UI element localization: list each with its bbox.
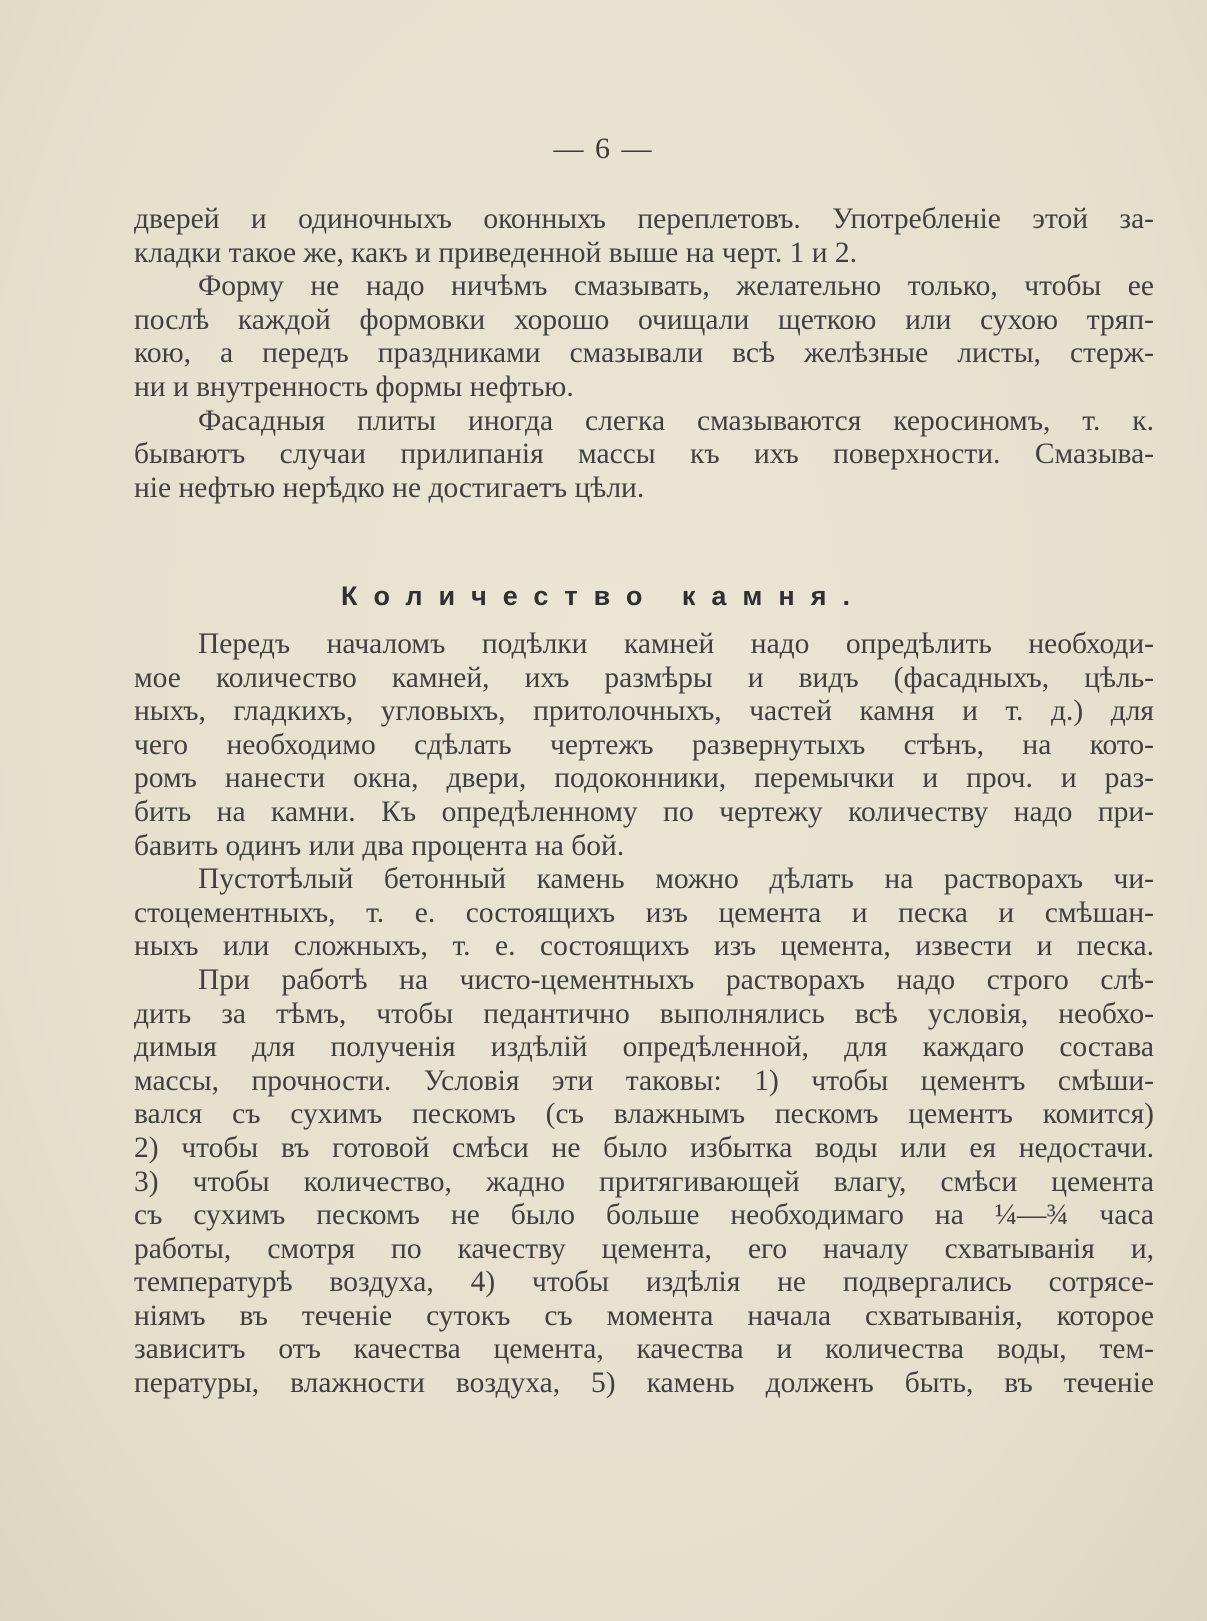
paragraph xyxy=(134,203,1154,270)
text-line: 3) чтобы количество, жадно притягивающей влагу, смѣси цемента xyxy=(134,1165,1154,1198)
text-line: дверей и одиночныхъ оконныхъ переплетовъ. Употребленіе этой за- xyxy=(134,203,1154,235)
text-line: ни и внутренность формы нефтью. xyxy=(134,370,574,403)
text-line: ніямъ въ теченіе сутокъ съ момента начала схватыванія, которое xyxy=(134,1299,1154,1332)
text-line: вался съ сухимъ пескомъ (съ влажнымъ пескомъ цементъ комится) xyxy=(134,1098,1154,1131)
top-text-block xyxy=(134,203,1154,505)
text-line: ныхъ или сложныхъ, т. е. состоящихъ изъ цемента, извести и песка. xyxy=(134,930,1154,963)
text-line: ныхъ, гладкихъ, угловыхъ, притолочныхъ, частей камня и т. д.) для xyxy=(134,695,1154,728)
text-line: димыя для полученія издѣлій опредѣленной, для каждаго состава xyxy=(134,1031,1154,1064)
text-line: бавить одинъ или два процента на бой. xyxy=(134,829,625,862)
text-line: кою, а передъ праздниками смазывали всѣ желѣзные листы, стерж- xyxy=(134,337,1154,370)
text-line: работы, смотря по качеству цемента, его началу схватыванія и, xyxy=(134,1232,1154,1265)
paragraph xyxy=(134,628,1154,863)
page-number: — 6 — xyxy=(553,132,654,165)
text-line: мое количество камней, ихъ размѣры и видъ (фасадныхъ, цѣль- xyxy=(134,661,1154,694)
text-line: 2) чтобы въ готовой смѣси не было избытка воды или ея недостачи. xyxy=(134,1131,1154,1164)
bottom-text-block xyxy=(134,628,1154,1401)
paragraph xyxy=(134,405,1154,506)
text-line: Форму не надо ничѣмъ смазывать, желательно только, чтобы ее xyxy=(198,270,1154,303)
text-line: ромъ нанести окна, двери, подоконники, перемычки и проч. и раз- xyxy=(134,762,1154,795)
text-line: Пустотѣлый бетонный камень можно дѣлать на растворахъ чи- xyxy=(198,863,1154,896)
text-line: зависитъ отъ качества цемента, качества и количества воды, тем- xyxy=(134,1333,1154,1366)
text-line: ніе нефтью нерѣдко не достигаетъ цѣли. xyxy=(134,471,645,504)
text-line: стоцементныхъ, т. е. состоящихъ изъ цемента и песка и смѣшан- xyxy=(134,896,1154,929)
paragraph xyxy=(134,863,1154,964)
text-line: Фасадныя плиты иногда слегка смазываются керосиномъ, т. к. xyxy=(198,404,1154,437)
text-line: Передъ началомъ подѣлки камней надо опредѣлить необходи- xyxy=(198,628,1154,660)
text-line: бить на камни. Къ опредѣленному по чертежу количеству надо при- xyxy=(134,795,1154,828)
text-line: дить за тѣмъ, чтобы педантично выполнялись всѣ условія, необхо- xyxy=(134,997,1154,1030)
text-line: кладки такое же, какъ и приведенной выше на черт. 1 и 2. xyxy=(134,236,858,269)
text-line: послѣ каждой формовки хорошо очищали щеткою или сухою тряп- xyxy=(134,303,1154,336)
text-line: съ сухимъ пескомъ не было больше необходимаго на ¼—¾ часа xyxy=(134,1199,1154,1232)
text-line: массы, прочности. Условія эти таковы: 1) чтобы цементъ смѣши- xyxy=(134,1064,1154,1097)
paragraph xyxy=(134,270,1154,404)
text-line: бываютъ случаи прилипанія массы къ ихъ поверхности. Смазыва- xyxy=(134,438,1154,471)
text-line: температурѣ воздуха, 4) чтобы издѣлія не подвергались сотрясе- xyxy=(134,1266,1154,1299)
section-heading: Количество камня. xyxy=(341,581,866,611)
text-line: чего необходимо сдѣлать чертежъ развернутыхъ стѣнъ, на кото- xyxy=(134,728,1154,761)
text-line: пературы, влажности воздуха, 5) камень долженъ быть, въ теченіе xyxy=(134,1367,1154,1400)
text-line: При работѣ на чисто-цементныхъ растворахъ надо строго слѣ- xyxy=(198,963,1154,996)
paragraph xyxy=(134,964,1154,1401)
